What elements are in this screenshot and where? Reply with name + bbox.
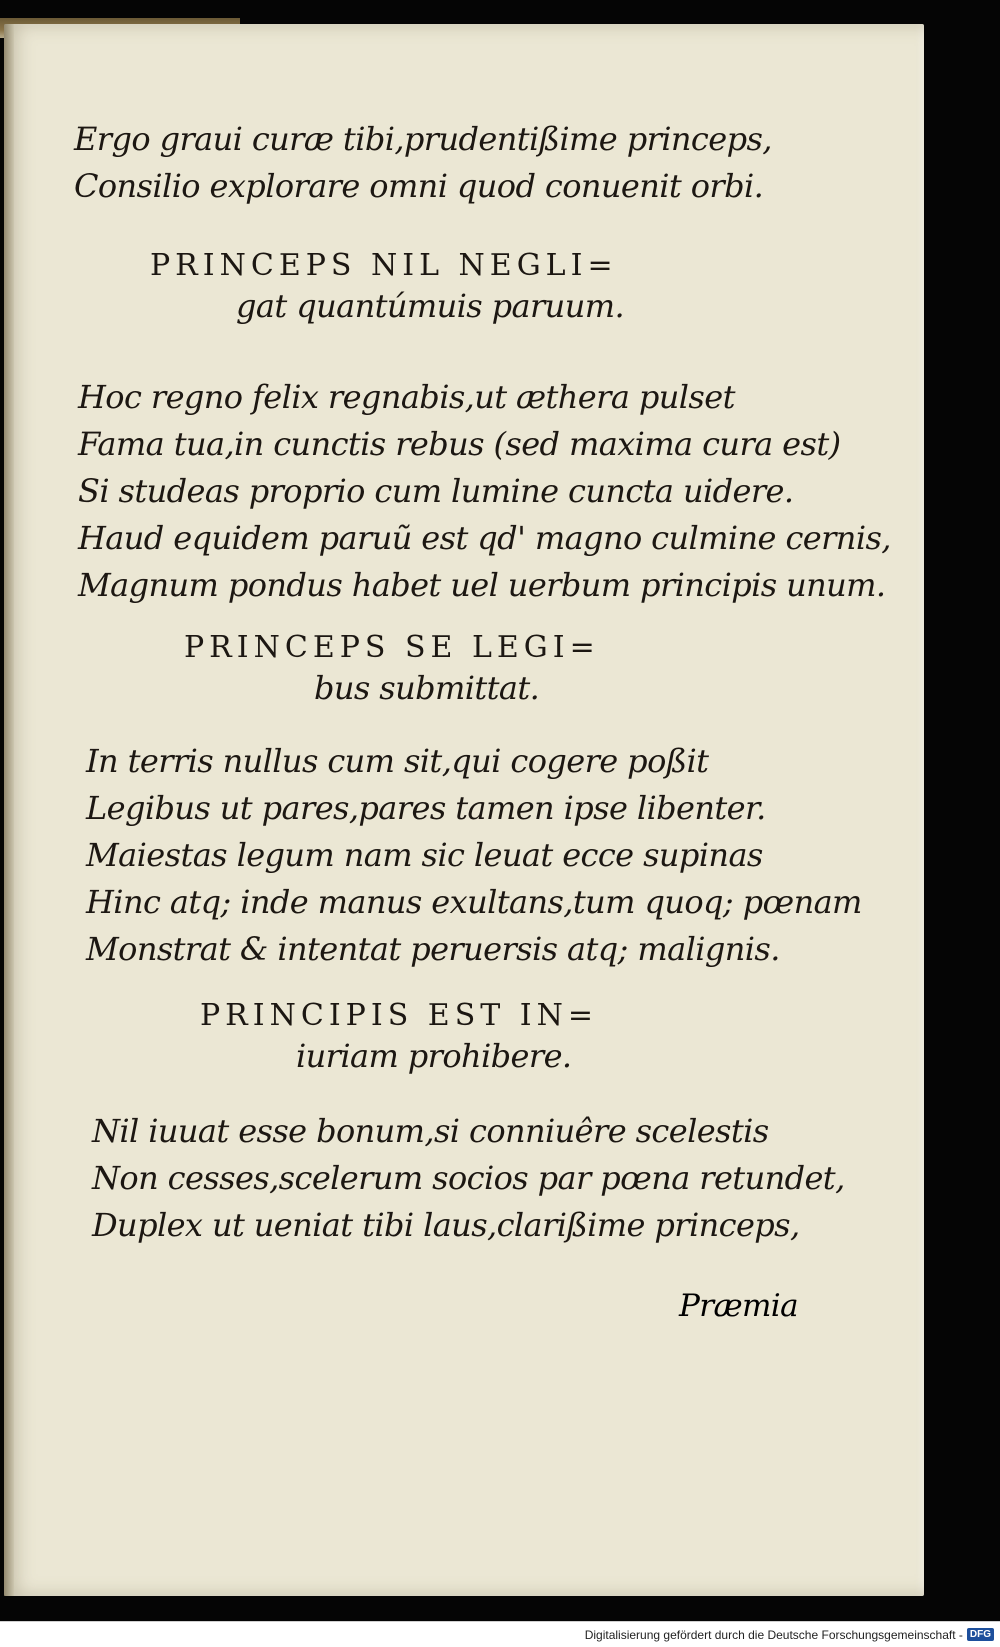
section-heading: PRINCIPIS EST IN= <box>200 998 599 1033</box>
section-heading: PRINCEPS NIL NEGLI= <box>150 248 618 283</box>
section-princeps-nil-negligat <box>4 248 924 325</box>
book-page <box>4 24 924 1596</box>
verse-line: Legibus ut pares,pares tamen ipse libenter. <box>86 789 766 827</box>
verse-line: Duplex ut ueniat tibi laus,clarißime princeps, <box>92 1206 800 1244</box>
verse-line: Ergo graui curæ tibi,prudentißime princeps, <box>74 120 772 158</box>
section-heading: PRINCEPS SE LEGI= <box>184 630 600 665</box>
verse-line: Hoc regno felix regnabis,ut æthera pulset <box>78 378 735 416</box>
verse-line: Si studeas proprio cum lumine cuncta uidere. <box>78 472 794 510</box>
section-subheading: bus submittat. <box>314 669 540 707</box>
dfg-logo-icon: DFG <box>967 1628 994 1641</box>
section-princeps-se-legibus <box>4 630 924 707</box>
section-2-verse <box>86 738 1000 973</box>
verse-line: Haud equidem paruũ est qd' magno culmine cernis, <box>78 519 891 557</box>
verse-line: Nil iuuat esse bonum,si conniuêre scelestis <box>92 1112 769 1150</box>
verse-line: Maiestas legum nam sic leuat ecce supinas <box>86 836 763 874</box>
footer-credit-text: Digitalisierung gefördert durch die Deutsche Forschungsgemeinschaft - <box>584 1627 963 1642</box>
verse-line: Monstrat & intentat peruersis atq; malignis. <box>86 930 780 968</box>
section-1-verse <box>78 374 998 609</box>
catchword: Præmia <box>678 1288 798 1324</box>
section-subheading: gat quantúmuis paruum. <box>236 287 625 325</box>
section-3-verse <box>92 1108 1000 1249</box>
verse-line: Fama tua,in cunctis rebus (sed maxima cura est) <box>78 425 841 463</box>
funding-footer <box>0 1621 1000 1647</box>
verse-line: Hinc atq; inde manus exultans,tum quoq; pœnam <box>86 883 862 921</box>
verse-line: Non cesses,scelerum socios par pœna retundet, <box>92 1159 845 1197</box>
verse-line: Consilio explorare omni quod conuenit orbi. <box>74 167 764 205</box>
section-subheading: iuriam prohibere. <box>296 1037 572 1075</box>
section-principis-est-iniuriam <box>4 998 924 1075</box>
verse-line: In terris nullus cum sit,qui cogere poßit <box>86 742 709 780</box>
opening-verse <box>74 116 994 210</box>
verse-line: Magnum pondus habet uel uerbum principis unum. <box>78 566 886 604</box>
